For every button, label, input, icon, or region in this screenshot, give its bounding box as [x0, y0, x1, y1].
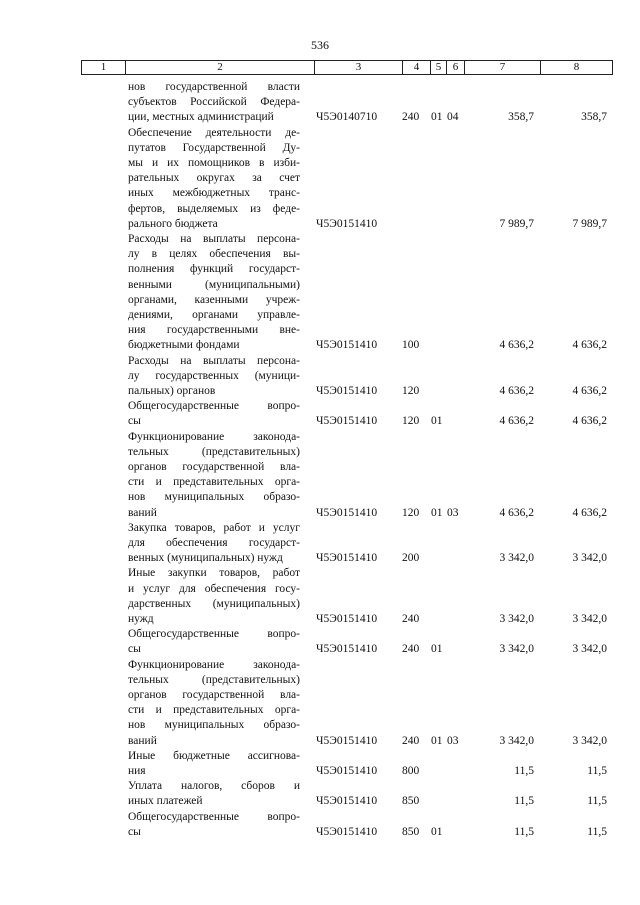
description-line: иных платежей — [128, 795, 203, 808]
row-description — [128, 779, 300, 809]
row-col8: 358,7 — [581, 111, 607, 124]
description-line: ния — [128, 765, 146, 777]
row-col6: 04 — [447, 111, 459, 124]
row-col5: 01 — [431, 111, 443, 124]
header-col-6: 6 — [446, 61, 464, 74]
row-col8: 3 342,0 — [572, 552, 607, 565]
description-line: Расходы на выплаты персона- — [128, 233, 300, 245]
row-col4: 240 — [402, 111, 420, 124]
description-line: сти и представительных орга- — [128, 476, 300, 489]
row-code: Ч5Э0151410 — [316, 643, 378, 656]
description-line: лу в целях обеспечения вы- — [128, 248, 300, 261]
description-line: Общегосударственные вопро- — [128, 628, 300, 641]
row-col7: 4 636,2 — [499, 339, 534, 352]
row-col8: 11,5 — [587, 764, 607, 777]
row-code: Ч5Э0140710 — [316, 111, 378, 124]
row-col7: 4 636,2 — [499, 506, 534, 519]
description-line: бюджетными фондами — [128, 339, 240, 352]
row-description — [128, 126, 300, 232]
row-col7: 3 342,0 — [499, 612, 534, 625]
description-line: субъектов Российской Федера- — [128, 96, 300, 109]
row-col7: 4 636,2 — [499, 384, 534, 397]
row-code: Ч5Э0151410 — [316, 734, 378, 747]
header-col-5: 5 — [430, 61, 446, 74]
description-line: сы — [128, 643, 141, 656]
row-description — [128, 521, 300, 567]
row-col8: 4 636,2 — [572, 384, 607, 397]
description-line: нужд — [128, 613, 154, 625]
row-col7: 11,5 — [514, 764, 534, 777]
row-col7: 7 989,7 — [499, 217, 534, 230]
description-line: и услуг для обеспечения госу- — [128, 582, 300, 595]
header-col-1: 1 — [100, 61, 107, 73]
row-col7: 358,7 — [508, 111, 534, 124]
row-col4: 120 — [402, 384, 420, 397]
row-col4: 240 — [402, 643, 420, 656]
row-col4: 240 — [402, 734, 420, 747]
description-line: ваний — [128, 734, 157, 747]
row-col4: 240 — [402, 612, 420, 625]
table-header — [81, 60, 613, 75]
page-number: 536 — [311, 38, 329, 52]
description-line: Функционирование законода- — [128, 430, 300, 443]
row-description — [128, 810, 300, 840]
row-description — [128, 399, 300, 429]
description-line: Функционирование законода- — [128, 658, 300, 671]
description-line: лу государственных (муници- — [128, 369, 300, 382]
description-line: сы — [128, 415, 141, 428]
row-col5: 01 — [431, 825, 443, 838]
description-line: Общегосударственные вопро- — [128, 810, 300, 823]
row-code: Ч5Э0151410 — [316, 339, 378, 352]
header-col-3: 3 — [314, 61, 402, 74]
row-col8: 4 636,2 — [572, 506, 607, 519]
row-code: Ч5Э0151410 — [316, 415, 378, 428]
row-col5: 01 — [431, 506, 443, 519]
row-col8: 4 636,2 — [572, 339, 607, 352]
description-line: рального бюджета — [128, 217, 218, 230]
description-line: Уплата налогов, сборов и — [128, 780, 300, 793]
row-description — [128, 80, 300, 126]
row-col4: 850 — [402, 795, 420, 808]
header-col-7: 7 — [464, 61, 540, 74]
row-col4: 200 — [402, 552, 420, 565]
description-line: ции, местных администраций — [128, 111, 274, 124]
description-line: тельных (представительных) — [128, 445, 300, 458]
description-line: пальных) органов — [128, 385, 216, 397]
row-col5: 01 — [431, 643, 443, 656]
description-line: иных межбюджетных транс- — [128, 187, 300, 200]
row-col8: 4 636,2 — [572, 415, 607, 428]
description-line: сы — [128, 825, 141, 838]
description-line: Расходы на выплаты персона- — [128, 354, 300, 367]
row-col6: 03 — [447, 734, 459, 747]
description-line: полнения функций государст- — [128, 263, 300, 276]
description-line: дарственных (муниципальных) — [128, 597, 300, 610]
row-col4: 120 — [402, 415, 420, 428]
description-line: Общегосударственные вопро- — [128, 400, 300, 413]
row-code: Ч5Э0151410 — [316, 506, 378, 519]
description-line: Иные бюджетные ассигнова- — [128, 749, 300, 762]
row-code: Ч5Э0151410 — [316, 825, 378, 838]
row-col4: 120 — [402, 506, 420, 519]
row-col5: 01 — [431, 415, 443, 428]
description-line: рательных округах за счет — [128, 172, 300, 185]
row-col4: 100 — [402, 339, 420, 352]
row-col4: 800 — [402, 764, 420, 777]
description-line: венными (муниципальными) — [128, 278, 300, 291]
row-col8: 7 989,7 — [572, 217, 607, 230]
description-line: Иные закупки товаров, работ — [128, 567, 300, 580]
row-col8: 3 342,0 — [572, 643, 607, 656]
row-code: Ч5Э0151410 — [316, 612, 378, 625]
row-col8: 11,5 — [587, 795, 607, 808]
description-line: Закупка товаров, работ и услуг — [128, 521, 300, 534]
description-line: путатов Государственной Ду- — [128, 141, 300, 154]
description-line: нов муниципальных образо- — [128, 491, 300, 504]
description-line: фертов, выделяемых из феде- — [128, 202, 300, 215]
row-code: Ч5Э0151410 — [316, 764, 378, 777]
row-code: Ч5Э0151410 — [316, 217, 378, 230]
row-col8: 11,5 — [587, 825, 607, 838]
row-col7: 3 342,0 — [499, 643, 534, 656]
row-col7: 3 342,0 — [499, 552, 534, 565]
row-description — [128, 749, 300, 779]
row-description — [128, 354, 300, 400]
row-col4: 850 — [402, 825, 420, 838]
description-line: органов государственной вла- — [128, 461, 300, 473]
row-col8: 3 342,0 — [572, 612, 607, 625]
row-col6: 03 — [447, 506, 459, 519]
row-col7: 11,5 — [514, 825, 534, 838]
row-description — [128, 566, 300, 627]
description-line: Обеспечение деятельности де- — [128, 126, 300, 139]
description-line: для обеспечения государст- — [128, 537, 300, 549]
description-line: ваний — [128, 506, 157, 519]
row-description — [128, 430, 300, 521]
header-col-4: 4 — [402, 61, 430, 74]
row-col7: 4 636,2 — [499, 415, 534, 428]
description-line: венных (муниципальных) нужд — [128, 552, 283, 565]
description-line: органами, казенными учреж- — [128, 293, 300, 306]
description-line: нов муниципальных образо- — [128, 719, 300, 732]
row-description — [128, 627, 300, 657]
description-line: органов государственной вла- — [128, 689, 300, 701]
row-col7: 11,5 — [514, 795, 534, 808]
row-description — [128, 658, 300, 749]
description-line: нов государственной власти — [128, 81, 300, 93]
row-code: Ч5Э0151410 — [316, 795, 378, 808]
description-line: ния государственными вне- — [128, 324, 300, 337]
description-line: сти и представительных орга- — [128, 704, 300, 717]
description-line: дениями, органами управле- — [128, 309, 300, 322]
description-line: тельных (представительных) — [128, 673, 300, 686]
description-line: мы и их помощников в изби- — [128, 157, 300, 169]
row-col7: 3 342,0 — [499, 734, 534, 747]
row-description — [128, 232, 300, 354]
header-col-2: 2 — [125, 61, 314, 74]
row-code: Ч5Э0151410 — [316, 552, 378, 565]
header-col-8: 8 — [540, 61, 612, 74]
row-code: Ч5Э0151410 — [316, 384, 378, 397]
row-col8: 3 342,0 — [572, 734, 607, 747]
row-col5: 01 — [431, 734, 443, 747]
